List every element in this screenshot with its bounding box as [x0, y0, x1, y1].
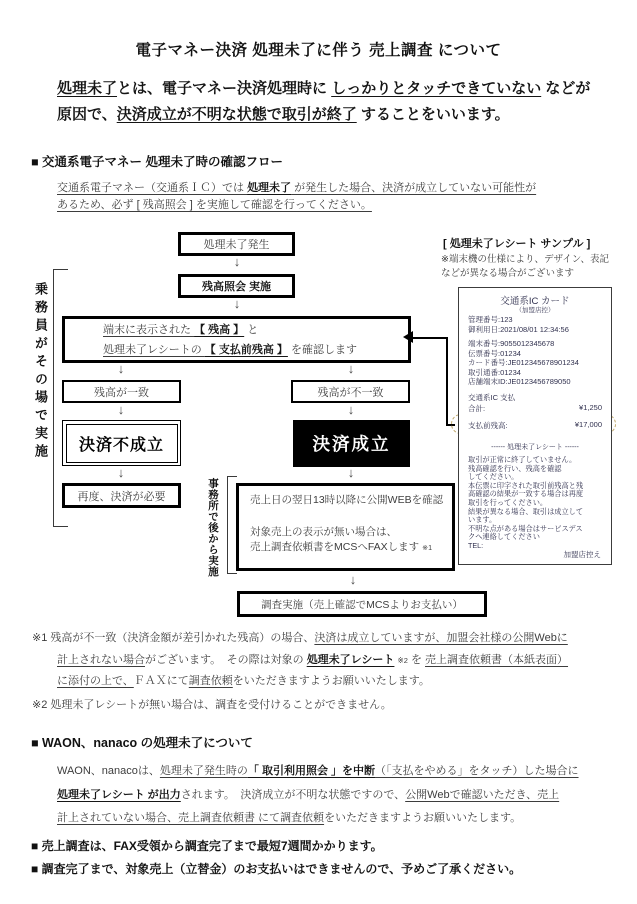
feedback-arrow-line [446, 337, 448, 426]
receipt-sample [458, 287, 612, 565]
flow-web-line2: 対象売上の表示が無い場合は、 [250, 526, 397, 538]
receipt-title: 交通系IC カード [500, 296, 570, 307]
receipt-total-row [468, 403, 602, 414]
section-heading-transit-flow: ■ 交通系電子マネー 処理未了時の確認フロー [31, 155, 283, 169]
down-arrow-icon: ↓ [347, 361, 355, 376]
receipt-pre-balance-label: 支払前残高: [468, 421, 508, 430]
page-title: 電子マネー決済 処理未了に伴う 売上調査 について [135, 42, 502, 59]
receipt-info-block-2: 端末番号:9055012345678 伝票番号:01234 カード番号:JE012345678901234 取引通番:01234 店舗端末ID:JE0123456789050 [468, 339, 579, 386]
section-heading-waon-nanaco: ■ WAON、nanaco の処理未了について [31, 736, 253, 750]
flow-box-confirm-balance: 端末に表示された 【 残高 】 と 処理未了レシートの 【 支払前残高 】 を確認します [62, 316, 411, 363]
down-arrow-icon: ↓ [233, 296, 241, 311]
receipt-sample-note: ※端末機の仕様により、デザイン、表記 などが異なる場合がございます [441, 254, 610, 279]
office-scope-bracket [227, 476, 237, 574]
flow-box-investigation: 調査実施（売上確認でMCSよりお支払い） [237, 591, 487, 617]
footnote-1: ※1 残高が不一致（決済金額が差引かれた残高）の場合、決済は成立していますが、加盟会社様の公開Webに 計上されない場合がございます。 その際は対象の 処理未了レシート ※2 を 売上調査依頼書（本紙表面） に添付の上で、ＦＡＸにて調査依頼をいただきますようお願いいたします。 [32, 632, 569, 687]
flow-box-incident-occurred: 処理未了発生 [178, 232, 295, 256]
feedback-arrowhead-icon [403, 331, 413, 343]
receipt-total-label: 合計: [468, 404, 486, 413]
down-arrow-icon: ↓ [347, 465, 355, 480]
receipt-footer: 加盟店控え [563, 550, 601, 559]
receipt-payment-type: 交通系IC 支払 [468, 393, 516, 402]
receipt-info-block-1: 管理番号:123 御利用日:2021/08/01 12:34:56 [468, 315, 569, 334]
intro-paragraph: 処理未了とは、電子マネー決済処理時に しっかりとタッチできていない などが 原因で、決済成立が不明な状態で取引が終了 することをいいます。 [57, 80, 591, 123]
footnote-ref-1: ※1 [422, 544, 433, 552]
down-arrow-icon: ↓ [117, 361, 125, 376]
footer-bullet-notes: ■ 売上調査は、FAX受領から調査完了まで最短7週間かかります。 ■ 調査完了まで、対象売上（立替金）のお支払いはできませんので、予めご了承ください。 [31, 839, 522, 876]
receipt-warning-text: 取引が正常に終了していません。 残高確認を行い、残高を確認 してください。 本伝票に印字された取引前残高と残 高確認の結果が一致する場合は再度 取引を行ってください。 結果が異なる場合、取引は成立して います。 不明な点がある場合はサービスデス クへ連絡してください TEL: [468, 455, 584, 550]
transit-flow-paragraph: 交通系電子マネー（交通系ＩＣ）では 処理未了 が発生した場合、決済が成立していない可能性が あるため、必ず [ 残高照会 ] を実施して確認を行ってください。 [57, 182, 537, 211]
flow-box-balance-inquiry: 残高照会 実施 [178, 274, 295, 298]
crew-scope-label: 乗務員がその場で実施 [33, 282, 48, 462]
flow-box-balance-mismatch: 残高が不一致 [291, 380, 410, 403]
flow-box-balance-match: 残高が一致 [62, 380, 181, 403]
receipt-total-value: ¥1,250 [579, 403, 602, 412]
crew-scope-bracket [53, 269, 68, 527]
receipt-pre-balance-value: ¥17,000 [574, 420, 602, 429]
receipt-pre-balance-row [468, 420, 602, 431]
down-arrow-icon: ↓ [233, 254, 241, 269]
flow-box-payment-success: 決済成立 [293, 420, 410, 467]
receipt-separator: ------ 処理未了レシート ------ [491, 444, 579, 451]
down-arrow-icon: ↓ [347, 402, 355, 417]
flow-web-line3: 売上調査依頼書をMCSへFAXします ※1 [250, 541, 433, 553]
receipt-subtitle: （加盟店控） [515, 307, 555, 314]
flow-box-payment-failed-label: 決済不成立 [66, 424, 178, 463]
flow-box-payment-failed [62, 420, 181, 466]
down-arrow-icon: ↓ [117, 465, 125, 480]
footnote-2: ※2 処理未了レシートが無い場合は、調査を受付けることができません。 [32, 699, 392, 711]
flow-box-check-public-web [236, 483, 455, 571]
receipt-sample-caption: [ 処理未了レシート サンプル ] [443, 238, 591, 250]
flow-web-line1: 売上日の翌日13時以降に公開WEBを確認 [250, 494, 444, 506]
flow-box-retry-payment: 再度、決済が必要 [62, 483, 181, 508]
waon-paragraph: WAON、nanacoは、処理未了発生時の「 取引利用照会 」を中断（「支払をやめる」をタッチ）した場合に 処理未了レシート が出力されます。 決済成立が不明な状態ですので、公開Webで確認いただき、売上 計上されていない場合、売上調査依頼書 にて調査依頼をいただきますようお願いいたします。 [57, 765, 579, 824]
down-arrow-icon: ↓ [349, 572, 357, 587]
down-arrow-icon: ↓ [117, 402, 125, 417]
feedback-arrow-line [412, 337, 448, 339]
office-scope-label: 事務所で後から実施 [207, 478, 219, 577]
